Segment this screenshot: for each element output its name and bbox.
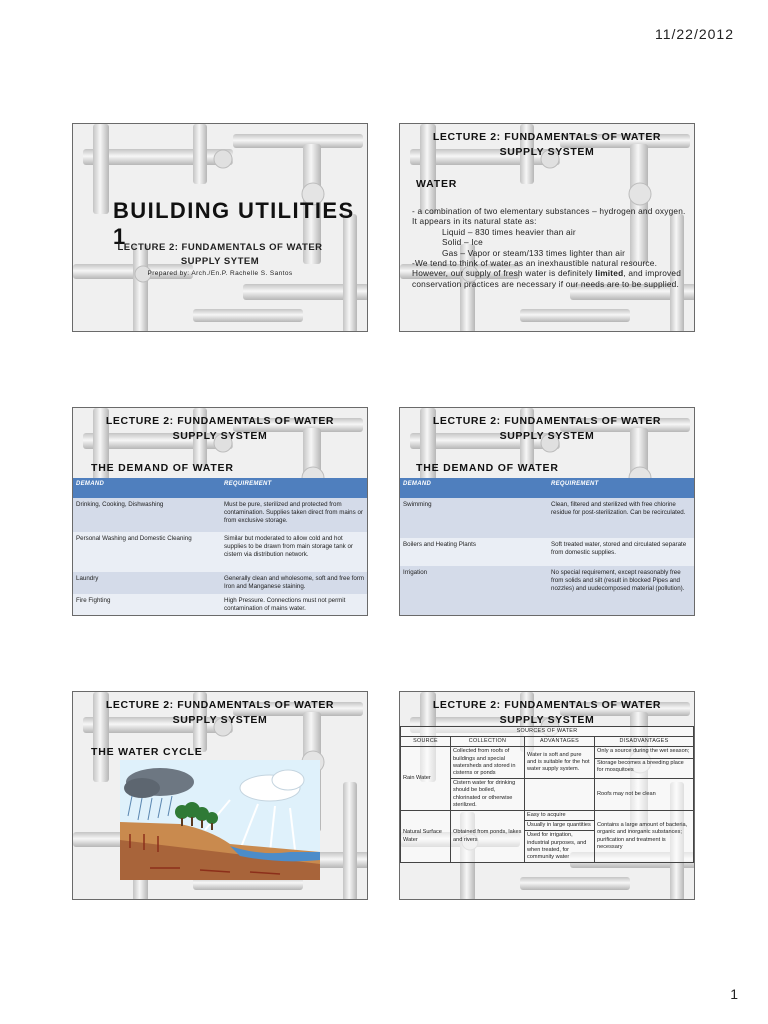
slide-title (72, 123, 368, 332)
water-description (412, 206, 686, 289)
slide-water (399, 123, 695, 332)
slide-water-cycle (72, 691, 368, 900)
column-header-demand: DEMAND (400, 478, 548, 498)
section-heading: THE DEMAND OF WATER (416, 462, 559, 474)
sources-table (400, 726, 694, 863)
table-row: Irrigation No special requirement, except reasonably free from solids and silt (result in blocked Pipes and nozzles) and uudecomposed material (pollution). (400, 566, 694, 616)
table-row: Swimming Clean, filtered and sterilized with free chlorine residue for post-sterilization. Can be recirculated. (400, 498, 694, 538)
state-solid: Solid – Ice (442, 237, 483, 248)
lecture-subtitle (73, 241, 367, 269)
subtitle-line-1: LECTURE 2: FUNDAMENTALS OF WATER (117, 242, 323, 253)
subtitle-line-2: SUPPLY SYTEM (180, 256, 260, 267)
state-liquid: Liquid – 830 times heavier than air (442, 226, 576, 237)
table-row: Storage becomes a breeding place for mosquitoes (401, 759, 694, 779)
column-header-requirement: REQUIREMENT (548, 478, 694, 498)
slide-title (400, 130, 694, 160)
title-line-1: LECTURE 2: FUNDAMENTALS OF WATER (105, 699, 335, 711)
conservation-paragraph: -We tend to think of water as an inexhaustible natural resource. However, our supply of fresh water is definitely limited, and improved conservation practices are necessary if our needs are to be supplied. (412, 258, 682, 289)
column-header-demand: DEMAND (73, 478, 221, 498)
slide-title (400, 414, 694, 444)
print-date: 11/22/2012 (654, 26, 734, 42)
column-header-collection: COLLECTION (451, 737, 525, 747)
table-row: Drinking, Cooking, Dishwashing Must be pure, sterilized and protected from contamination. Supplies taken direct from mains or from exclusive storage. (73, 498, 367, 532)
column-header-advantages: ADVANTAGES (525, 737, 595, 747)
table-row: Fire Fighting High Pressure. Connections must not permit contamination of mains water. (73, 594, 367, 616)
column-header-disadvantages: DISADVANTAGES (595, 737, 694, 747)
page-number: 1 (730, 986, 738, 1002)
column-header-requirement: REQUIREMENT (221, 478, 367, 498)
title-line-1: LECTURE 2: FUNDAMENTALS OF WATER (432, 699, 662, 711)
prepared-by: Prepared by: Arch./En.P. Rachelle S. Santos (147, 270, 293, 277)
table-row: Natural Surface Water Obtained from ponds, lakes and rivers Easy to acquire Contains a large amount of bacteria, organic and inorganic substances; purification and treatment is necessary (401, 811, 694, 821)
table-row: Used for irrigation, industrial purposes, and when treated, for community water (401, 831, 694, 863)
title-line-1: LECTURE 2: FUNDAMENTALS OF WATER (432, 131, 662, 143)
state-gas: Gas – Vapor or steam/133 times lighter than air (442, 247, 626, 258)
slide-title (73, 698, 367, 728)
demand-table (400, 478, 694, 616)
table-row: Personal Washing and Domestic Cleaning Similar but moderated to allow cold and hot supplies to be drawn from main storage tank or cistern via distribution network. (73, 532, 367, 572)
slide-demand-2 (399, 407, 695, 616)
water-cycle-illustration (120, 760, 320, 880)
title-line-2: SUPPLY SYSTEM (499, 146, 595, 158)
section-heading: WATER (416, 178, 458, 190)
title-line-2: SUPPLY SYSTEM (499, 714, 595, 726)
slide-sources (399, 691, 695, 900)
title-line-2: SUPPLY SYSTEM (172, 430, 268, 442)
table-row: Boilers and Heating Plants Soft treated water, stored and circulated separate from domestic supplies. (400, 538, 694, 566)
title-line-1: LECTURE 2: FUNDAMENTALS OF WATER (432, 415, 662, 427)
title-line-2: SUPPLY SYSTEM (172, 714, 268, 726)
title-line-1: LECTURE 2: FUNDAMENTALS OF WATER (105, 415, 335, 427)
section-heading: THE DEMAND OF WATER (91, 462, 234, 474)
slide-demand-1 (72, 407, 368, 616)
water-intro: - a combination of two elementary substances – hydrogen and oxygen. It appears in its natural state as: (412, 206, 686, 227)
slide-title (400, 698, 694, 728)
course-title: BUILDING UTILITIES 1 (113, 198, 355, 249)
demand-table (73, 478, 367, 616)
table-row: Cistern water for drinking should be boiled, chlorinated or otherwise sterilized. Roofs may not be clean (401, 779, 694, 811)
slide-title (73, 414, 367, 444)
title-line-2: SUPPLY SYSTEM (499, 430, 595, 442)
table-caption: SOURCES OF WATER (401, 727, 694, 737)
table-row: Rain Water Collected from roofs of buildings and special watersheds and stored in cisterns or ponds Water is soft and pure and is suitable for the hot water supply system. Only a source during the wet season; (401, 747, 694, 759)
emphasis-limited: limited (595, 268, 624, 279)
table-row: Laundry Generally clean and wholesome, soft and free form Iron and Manganese staining. (73, 572, 367, 594)
table-row: Usually in large quantities (401, 821, 694, 831)
section-heading: THE WATER CYCLE (91, 746, 203, 758)
column-header-source: SOURCE (401, 737, 451, 747)
